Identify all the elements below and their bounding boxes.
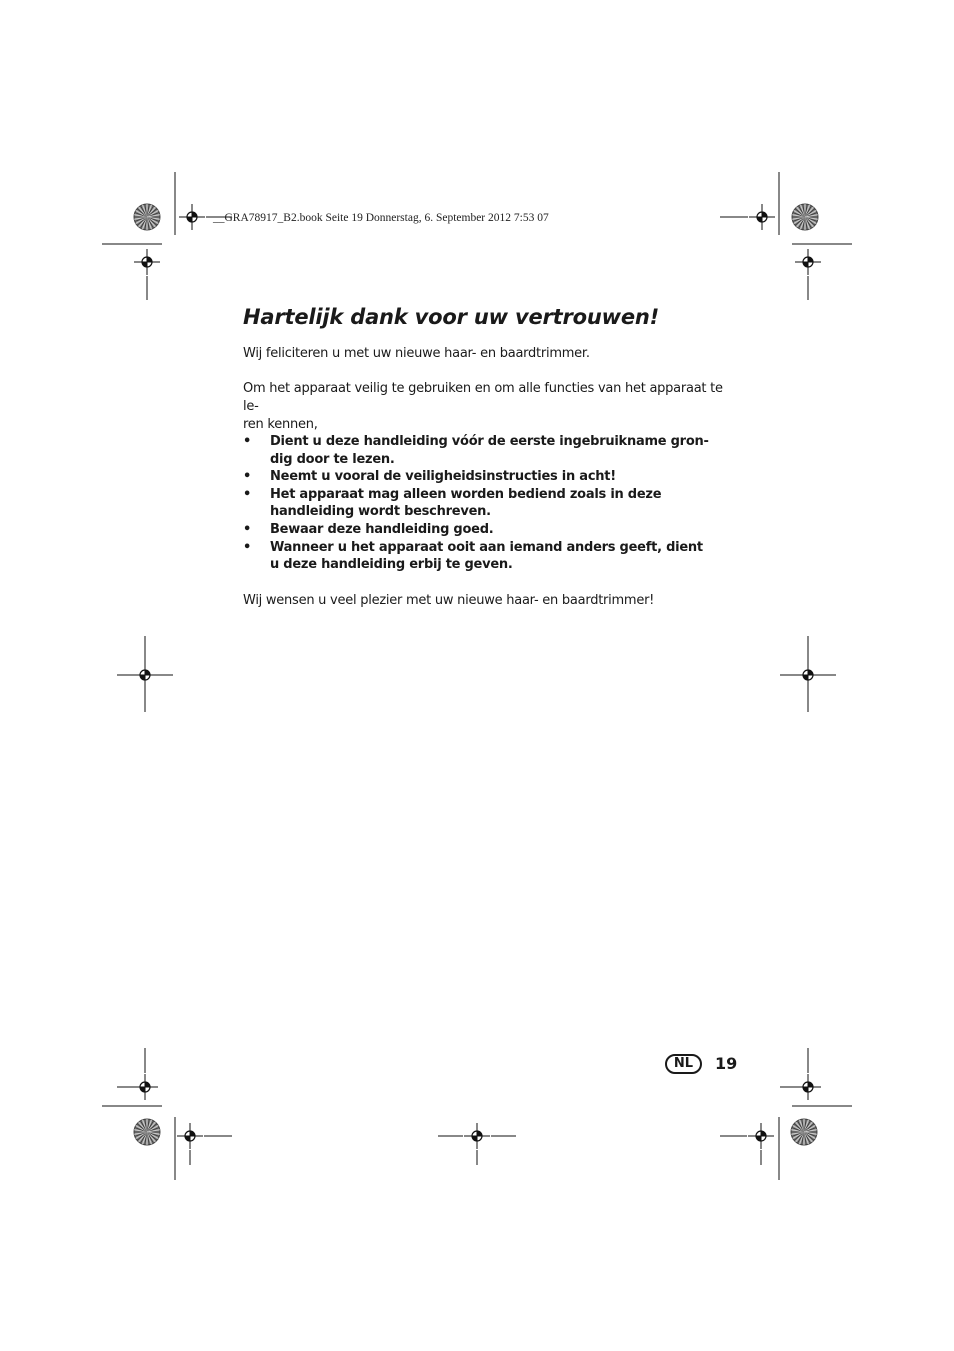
registration-mark-icon xyxy=(795,249,821,275)
registration-mark-icon xyxy=(132,662,158,688)
color-target-icon xyxy=(791,1119,817,1145)
lead-line-2: ren kennen, xyxy=(243,417,318,432)
registration-mark-icon xyxy=(795,1074,821,1100)
intro-paragraph: Wij feliciteren u met uw nieuwe haar- en baardtrimmer. xyxy=(243,346,590,361)
bullet-icon: • xyxy=(243,486,252,502)
list-item: • Wanneer u het apparaat ooit aan iemand anders geeft, dient u deze handleiding erbij te geven. xyxy=(243,539,703,573)
lead-line-1: Om het apparaat veilig te gebruiken en om alle functies van het apparaat te le- xyxy=(243,381,723,414)
color-target-icon xyxy=(792,204,818,230)
list-item: • Dient u deze handleiding vóór de eerste ingebruikname gron- dig door te lezen. xyxy=(243,434,709,467)
bullet-icon: • xyxy=(243,434,252,449)
registration-mark-icon xyxy=(134,249,160,275)
registration-mark-icon xyxy=(748,1123,774,1149)
page-number: 19 xyxy=(715,1054,738,1073)
registration-mark-icon xyxy=(132,1074,158,1100)
list-item: • Neemt u vooral de veiligheidsinstructies in acht! xyxy=(243,469,616,485)
closing-paragraph: Wij wensen u veel plezier met uw nieuwe haar- en baardtrimmer! xyxy=(243,593,655,608)
bullet-icon: • xyxy=(243,469,252,485)
list-item: • Het apparaat mag alleen worden bediend zoals in deze handleiding wordt beschreven. xyxy=(243,486,662,520)
page-content xyxy=(243,302,743,608)
registration-mark-icon xyxy=(795,662,821,688)
registration-mark-icon xyxy=(464,1123,490,1149)
language-badge: NL xyxy=(665,1054,702,1074)
color-target-icon xyxy=(134,204,160,230)
instruction-list xyxy=(243,433,743,574)
registration-mark-icon xyxy=(177,1123,203,1149)
print-slug: __GRA78917_B2.book Seite 19 Donnerstag, 6. September 2012 7:53 07 xyxy=(213,212,549,224)
page-title: Hartelijk dank voor uw vertrouwen! xyxy=(243,305,659,329)
bullet-icon: • xyxy=(243,539,252,555)
bullet-icon: • xyxy=(243,521,252,537)
lead-paragraph xyxy=(243,380,741,434)
registration-mark-icon xyxy=(179,204,205,230)
color-target-icon xyxy=(134,1119,160,1145)
list-item: • Bewaar deze handleiding goed. xyxy=(243,521,494,537)
registration-mark-icon xyxy=(749,204,775,230)
